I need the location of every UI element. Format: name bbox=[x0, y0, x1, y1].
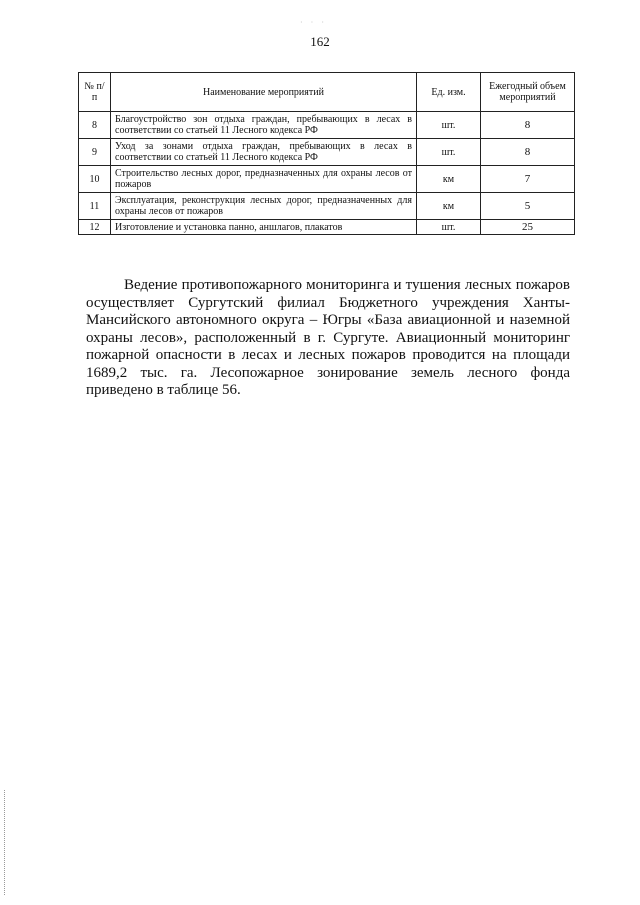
row-name: Благоустройство зон отдыха граждан, пребывающих в лесах в соответствии со статьей 11 Лесного кодекса РФ bbox=[111, 112, 417, 139]
table-row bbox=[79, 166, 575, 193]
row-num: 8 bbox=[79, 112, 111, 139]
row-name: Изготовление и установка панно, аншлагов, плакатов bbox=[111, 220, 417, 235]
row-unit: км bbox=[417, 193, 481, 220]
table-row bbox=[79, 112, 575, 139]
header-unit: Ед. изм. bbox=[417, 73, 481, 112]
row-name: Эксплуатация, реконструкция лесных дорог, предназначенных для охраны лесов от пожаров bbox=[111, 193, 417, 220]
row-num: 12 bbox=[79, 220, 111, 235]
row-volume: 8 bbox=[481, 139, 575, 166]
scan-artifact: · · · bbox=[300, 18, 327, 27]
row-volume: 8 bbox=[481, 112, 575, 139]
row-name: Уход за зонами отдыха граждан, пребывающих в лесах в соответствии со статьей 11 Лесного кодекса РФ bbox=[111, 139, 417, 166]
events-table bbox=[78, 72, 575, 235]
row-unit: шт. bbox=[417, 112, 481, 139]
row-unit: км bbox=[417, 166, 481, 193]
page-number: 162 bbox=[310, 34, 330, 49]
table-row bbox=[79, 139, 575, 166]
row-volume: 7 bbox=[481, 166, 575, 193]
table-row bbox=[79, 220, 575, 235]
row-unit: шт. bbox=[417, 139, 481, 166]
row-num: 11 bbox=[79, 193, 111, 220]
header-num: № п/п bbox=[79, 73, 111, 112]
table-row bbox=[79, 193, 575, 220]
header-name: Наименование мероприятий bbox=[111, 73, 417, 112]
row-volume: 25 bbox=[481, 220, 575, 235]
header-volume: Ежегодный объем мероприятий bbox=[481, 73, 575, 112]
table-header-row bbox=[79, 73, 575, 112]
row-name: Строительство лесных дорог, предназначенных для охраны лесов от пожаров bbox=[111, 166, 417, 193]
row-unit: шт. bbox=[417, 220, 481, 235]
body-paragraph: Ведение противопожарного мониторинга и тушения лесных пожаров осуществляет Сургутский филиал Бюджетного учреждения Ханты-Мансийского автономного округа – Югры «База авиационной и наземной охраны лесов», расположенный в г. Сургуте. Авиационный мониторинг пожарной опасности в лесах и лесных пожаров проводится на площади 1689,2 тыс. га. Лесопожарное зонирование земель лесного фонда приведено в таблице 56. bbox=[86, 277, 570, 398]
row-num: 9 bbox=[79, 139, 111, 166]
row-num: 10 bbox=[79, 166, 111, 193]
scan-margin-marks bbox=[4, 790, 8, 895]
row-volume: 5 bbox=[481, 193, 575, 220]
